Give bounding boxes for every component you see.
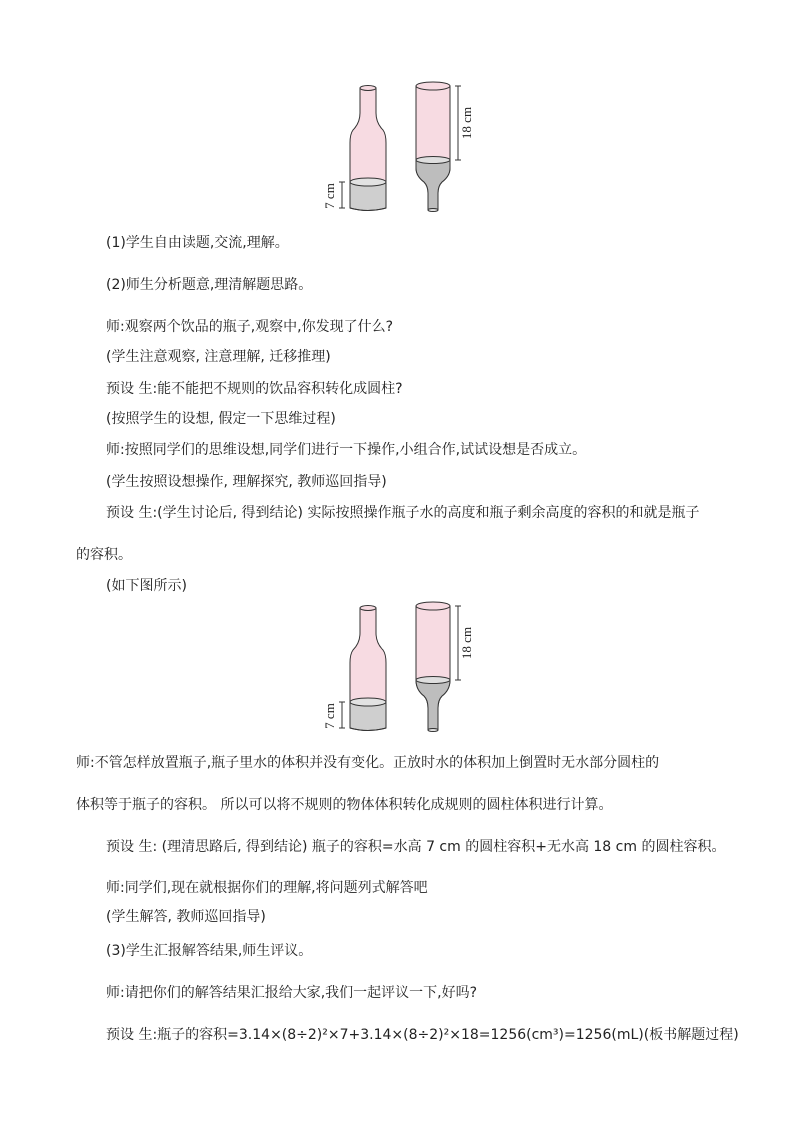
upright-bottle-2 bbox=[350, 606, 386, 731]
upright-bottle bbox=[350, 86, 386, 211]
text-line-11: (如下图所示) bbox=[106, 578, 187, 594]
text-line-18: 师:请把你们的解答结果汇报给大家,我们一起评议一下,好吗? bbox=[106, 985, 478, 1001]
label-18cm-2: 18 cm bbox=[459, 626, 474, 660]
text-line-19: 预设 生:瓶子的容积=3.14×(8÷2)²×7+3.14×(8÷2)²×18=1256(cm³)=1256(mL)(板书解题过程) bbox=[106, 1027, 739, 1043]
text-line-6: (按照学生的设想, 假定一下思维过程) bbox=[106, 411, 336, 427]
label-18cm: 18 cm bbox=[459, 106, 474, 140]
text-line-2: (2)师生分析题意,理清解题思路。 bbox=[106, 277, 313, 293]
height-marker-7cm bbox=[322, 182, 345, 209]
text-line-15: 师:同学们,现在就根据你们的理解,将问题列式解答吧 bbox=[106, 880, 428, 896]
height-marker-18cm-2 bbox=[455, 606, 474, 680]
text-line-14: 预设 生: (理清思路后, 得到结论) 瓶子的容积=水高 7 cm 的圆柱容积+无水高 18 cm 的圆柱容积。 bbox=[106, 839, 726, 855]
text-line-10: 的容积。 bbox=[76, 547, 132, 563]
text-line-9: 预设 生:(学生讨论后, 得到结论) 实际按照操作瓶子水的高度和瓶子剩余高度的容积的和就是瓶子 bbox=[106, 505, 700, 521]
text-line-17: (3)学生汇报解答结果,师生评议。 bbox=[106, 943, 313, 959]
text-line-1: (1)学生自由读题,交流,理解。 bbox=[106, 235, 289, 251]
bottle-figure-1 bbox=[320, 78, 480, 218]
height-marker-7cm-2 bbox=[322, 702, 345, 729]
label-7cm: 7 cm bbox=[322, 183, 337, 209]
bottle-figure-2 bbox=[320, 598, 480, 738]
height-marker-18cm bbox=[455, 86, 474, 160]
text-line-16: (学生解答, 教师巡回指导) bbox=[106, 909, 266, 925]
text-line-3: 师:观察两个饮品的瓶子,观察中,你发现了什么? bbox=[106, 319, 394, 335]
text-line-7: 师:按照同学们的思维设想,同学们进行一下操作,小组合作,试试设想是否成立。 bbox=[106, 442, 587, 458]
label-7cm-2: 7 cm bbox=[322, 703, 337, 729]
text-line-12: 师:不管怎样放置瓶子,瓶子里水的体积并没有变化。正放时水的体积加上倒置时无水部分圆柱的 bbox=[76, 755, 660, 771]
text-line-5: 预设 生:能不能把不规则的饮品容积转化成圆柱? bbox=[106, 381, 403, 397]
inverted-bottle-2 bbox=[416, 602, 450, 732]
inverted-bottle bbox=[416, 82, 450, 212]
text-line-8: (学生按照设想操作, 理解探究, 教师巡回指导) bbox=[106, 474, 387, 490]
text-line-4: (学生注意观察, 注意理解, 迁移推理) bbox=[106, 349, 331, 365]
text-line-13: 体积等于瓶子的容积。 所以可以将不规则的物体体积转化成规则的圆柱体积进行计算。 bbox=[76, 797, 613, 813]
